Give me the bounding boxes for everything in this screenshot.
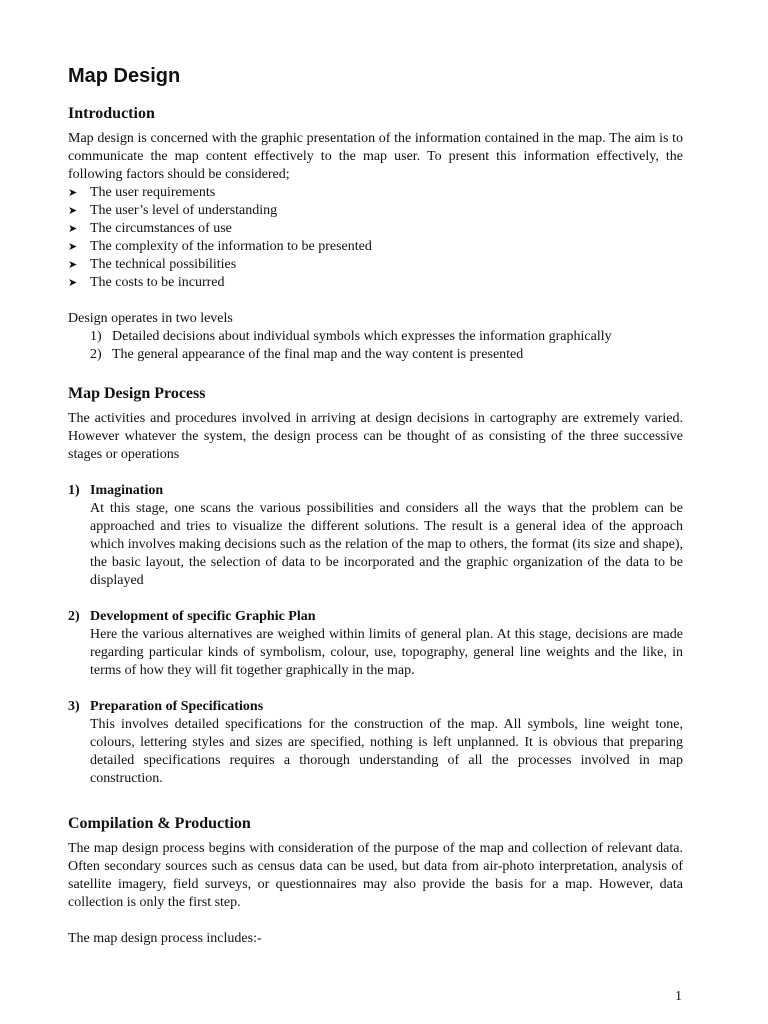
factor-item: ➤ The circumstances of use [68,221,232,236]
factor-list [68,184,683,292]
page-number: 1 [675,989,682,1004]
factor-item: ➤ The costs to be incurred [68,275,225,290]
introduction-paragraph: Map design is concerned with the graphic presentation of the information contained in the map. The aim is to communicate the map content effectively to the map user. To present this information effectively, the following factors should be considered; [68,131,683,182]
stage-body: Here the various alternatives are weighed within limits of general plan. At this stage, decisions are made regarding particular kinds of symbolism, colour, use, topography, general line weights and the like, in terms of how they will fit together graphically in the map. [90,627,683,678]
levels-intro: Design operates in two levels [68,311,233,326]
stage-heading: 2) Development of specific Graphic Plan [68,609,316,624]
document-page [68,62,683,948]
stage-block [68,608,683,680]
stage-block [68,482,683,590]
arrowhead-bullet-icon: ➤ [68,276,78,289]
levels-list [68,328,683,364]
process-paragraph: The activities and procedures involved in arriving at design decisions in cartography are extremely varied. However whatever the system, the design process can be thought of as consisting of the three successive stages or operations [68,411,683,462]
process-heading: Map Design Process [68,385,206,402]
document-title: Map Design [68,65,181,87]
process-includes-text: The map design process includes:- [68,931,262,946]
factor-item: ➤ The complexity of the information to be presented [68,239,372,254]
factor-item: ➤ The user requirements [68,185,216,200]
factor-item: ➤ The technical possibilities [68,257,237,272]
compilation-heading: Compilation & Production [68,815,251,832]
stage-heading: 3) Preparation of Specifications [68,699,264,714]
compilation-paragraph: The map design process begins with consideration of the purpose of the map and collection of relevant data. Often secondary sources such as census data can be used, but data from air-photo interpretation, analysis of satellite imagery, field surveys, or questionnaires may also provide the basis for a map. However, data collection is only the first step. [68,841,683,910]
introduction-heading: Introduction [68,105,155,122]
stage-heading: 1) Imagination [68,483,164,498]
level-item: 1) Detailed decisions about individual symbols which expresses the information graphically [90,329,612,344]
arrowhead-bullet-icon: ➤ [68,258,78,271]
arrowhead-bullet-icon: ➤ [68,222,78,235]
arrowhead-bullet-icon: ➤ [68,186,78,199]
level-item: 2) The general appearance of the final map and the way content is presented [90,347,524,362]
stage-block [68,698,683,788]
stage-body: This involves detailed specifications for the construction of the map. All symbols, line weight tone, colours, lettering styles and sizes are specified, nothing is left unplanned. It is obvious that preparing detailed specifications requires a thorough understanding of all the processes involved in map construction. [90,717,683,786]
arrowhead-bullet-icon: ➤ [68,240,78,253]
factor-item: ➤ The user’s level of understanding [68,203,278,218]
stage-body: At this stage, one scans the various possibilities and considers all the ways that the problem can be approached and tries to visualize the different solutions. The result is a general idea of the approach which involves making decisions such as the relation of the map to others, the format (its size and shape), the basic layout, the selection of data to be incorporated and the graphic organization of the data to be displayed [90,501,683,588]
arrowhead-bullet-icon: ➤ [68,204,78,217]
